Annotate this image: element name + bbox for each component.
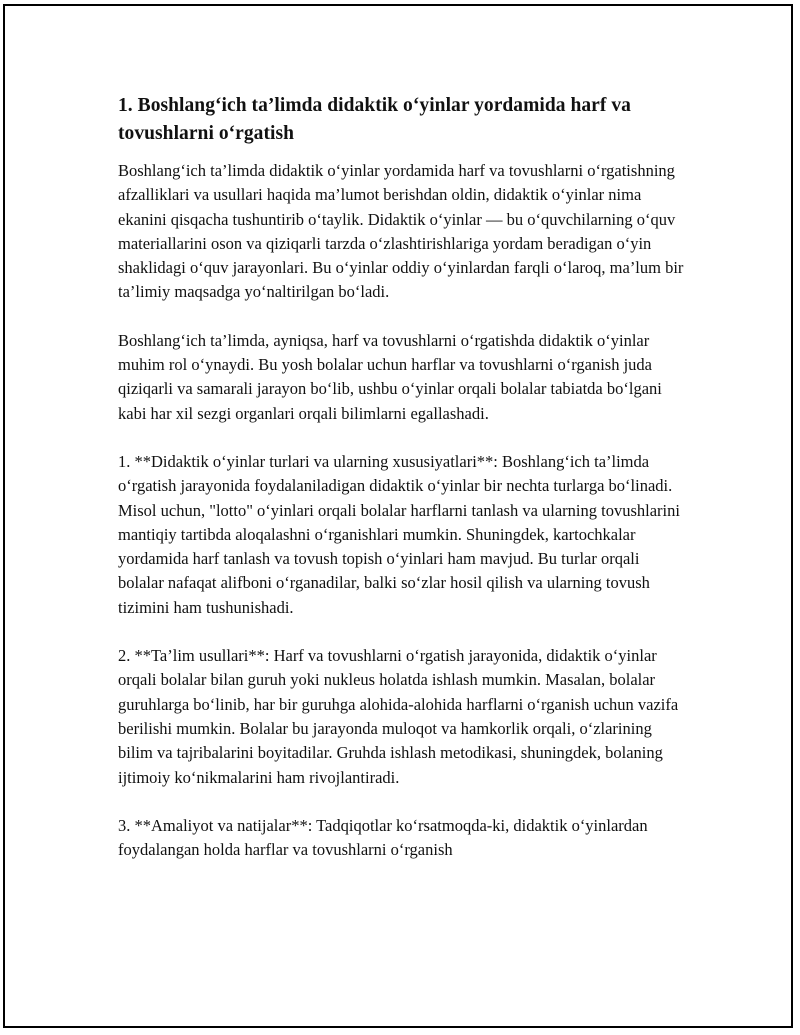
paragraph-types: 1. **Didaktik o‘yinlar turlari va ularning xususiyatlari**: Boshlang‘ich ta’limda o‘rgatish jarayonida foydalaniladigan didaktik o‘yinlar bir nechta turlarga bo‘linadi. Misol uchun, "lotto" o‘yinlari orqali bolalar harflarni tanlash va ularning tovushlarini mantiqiy tartibda aloqalashni o‘rganishlari mumkin. Shuningdek, kartochkalar yordamida harf tanlash va tovush topish o‘yinlari ham mavjud. Bu turlar orqali bolalar nafaqat alifboni o‘rganadilar, balki so‘zlar hosil qilish va ularning tovush tizimini ham tushunishadi. [118, 451, 680, 617]
paragraph-role: Boshlang‘ich ta’limda, ayniqsa, harf va tovushlarni o‘rgatishda didaktik o‘yinlar muhim rol o‘ynaydi. Bu yosh bolalar uchun harflar va tovushlarni o‘rganish juda qiziqarli va samarali jarayon bo‘lib, ushbu o‘yinlar orqali bolalar tabiatda bo‘lgani kabi har xil sezgi organlari orqali bilimlarni egallashadi. [118, 330, 662, 423]
paragraph-methods: 2. **Ta’lim usullari**: Harf va tovushlarni o‘rgatish jarayonida, didaktik o‘yinlar orqali bolalar bilan guruh yoki nukleus holatda ishlash mumkin. Masalan, bolalar guruhlarga bo‘linib, har bir guruhga alohida-alohida harflarni o‘rganish uchun vazifa berilishi mumkin. Bolalar bu jarayonda muloqot va hamkorlik orqali, o‘zlarining bilim va tajribalarini boyitadilar. Gruhda ishlash metodikasi, shuningdek, bolaning ijtimoiy ko‘nikmalarini ham rivojlantiradi. [118, 646, 679, 787]
document-title: 1. Boshlang‘ich ta’limda didaktik o‘yinlar yordamida harf va tovushlarni o‘rgatish [118, 95, 631, 144]
paragraph-results: 3. **Amaliyot va natijalar**: Tadqiqotlar ko‘rsatmoqda-ki, didaktik o‘yinlardan foydalangan holda harflar va tovushlarni o‘rganish [118, 815, 648, 860]
document-body [118, 92, 688, 886]
paragraph-intro: Boshlang‘ich ta’limda didaktik o‘yinlar yordamida harf va tovushlarni o‘rgatishning afzalliklari va usullari haqida ma’lumot berishdan oldin, didaktik o‘yinlar nima ekanini qisqacha tushuntirib o‘taylik. Didaktik o‘yinlar — bu o‘quvchilarning o‘quv materiallarini oson va qiziqarli tarzda o‘zlashtirishlariga yordam beradigan o‘yin shaklidagi o‘quv jarayonlari. Bu o‘yinlar oddiy o‘yinlardan farqli o‘laroq, ma’lum bir ta’limiy maqsadga yo‘naltirilgan bo‘ladi. [118, 161, 684, 302]
